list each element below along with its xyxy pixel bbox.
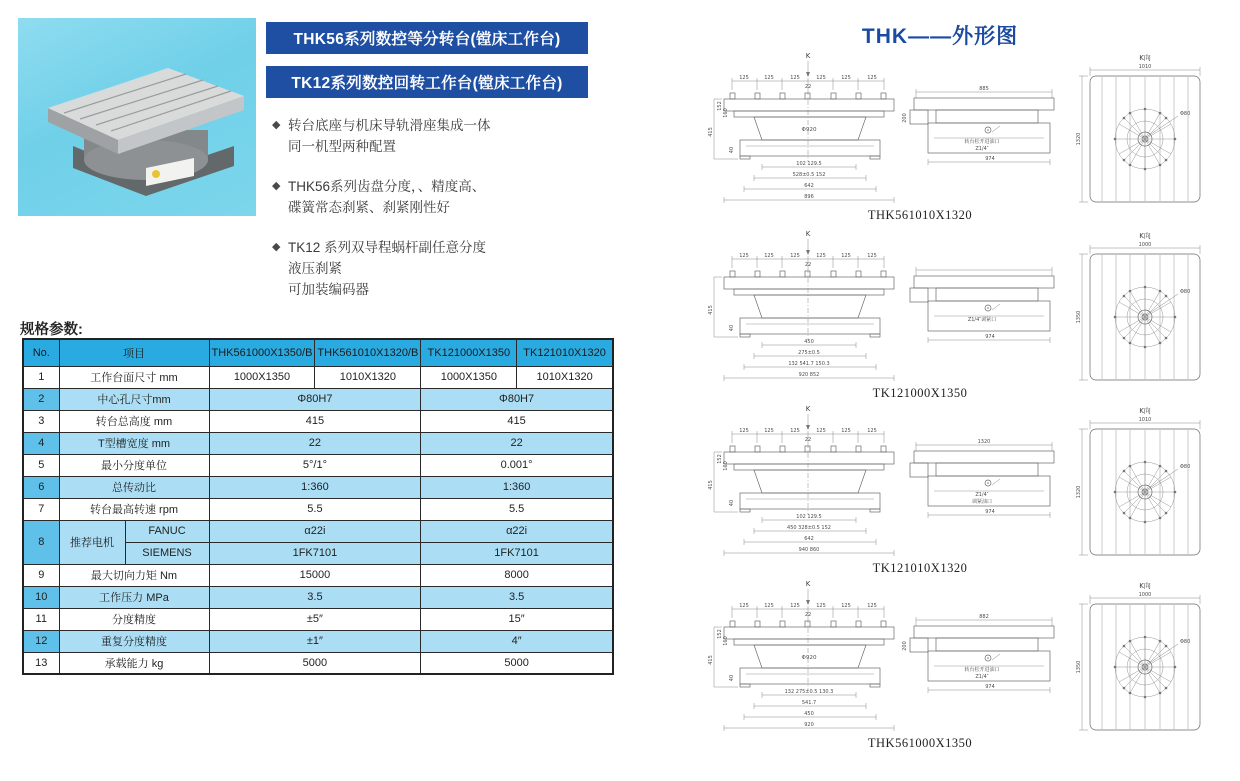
oil-port-label-1: Z1/4″ [975, 492, 989, 498]
dim-height: 415 [708, 127, 714, 137]
sub-plate [734, 464, 884, 470]
table-row [23, 586, 613, 608]
cell-value: 5.5 [209, 498, 421, 520]
cell-value: Φ80H7 [209, 388, 421, 410]
row-no: 10 [23, 586, 59, 608]
bolt-circle [1114, 108, 1177, 171]
cell-value: 1000X1350 [421, 366, 517, 388]
dim-bottom-4: 920 [804, 722, 814, 728]
dim-pitch: 125 [816, 75, 826, 81]
dim-slot-width: 22 [804, 262, 812, 268]
table-row [23, 388, 613, 410]
row-no: 8 [23, 520, 59, 564]
cell-value: 1010X1320 [315, 366, 421, 388]
side-table-plate [914, 451, 1054, 463]
dim-bottom-4: 940 860 [798, 547, 820, 553]
dim-center-hole: Φ80 [1180, 639, 1191, 645]
feature-line: 碟簧常态刹紧、刹紧刚性好 [288, 199, 450, 215]
dim-side-left: 200 [902, 641, 908, 651]
cell-value: 3.5 [421, 586, 613, 608]
drawing-group [670, 228, 1235, 403]
bolt-circle [1114, 286, 1177, 349]
drawing-model-label: TK121010X1320 [872, 561, 968, 575]
dim-center-hole: Φ80 [1180, 111, 1191, 117]
side-table-plate [914, 276, 1054, 288]
dim-bottom-3: 132 541.7 150.3 [788, 361, 830, 367]
specs-title: 规格参数: [20, 322, 83, 338]
row-no: 11 [23, 608, 59, 630]
dim-pitch: 125 [764, 75, 774, 81]
dim-top-width: 1000 [1138, 242, 1152, 248]
oil-port-label-1: 转台松开进油口 [964, 667, 1000, 673]
base [740, 140, 880, 156]
dim-pitch: 125 [867, 253, 877, 259]
cell-value: 15″ [421, 608, 613, 630]
row-item: 最小分度单位 [59, 454, 209, 476]
table-row [23, 608, 613, 630]
dim-top-height: 1320 [1076, 132, 1082, 146]
dim-bottom-4: 920 852 [798, 372, 820, 378]
row-no: 2 [23, 388, 59, 410]
k-view-label: K向 [1139, 582, 1151, 590]
dim-small: 160 [723, 461, 729, 471]
engineering-drawing [670, 228, 1225, 386]
row-no: 9 [23, 564, 59, 586]
sub-plate [734, 111, 884, 117]
cell-value: α22i [209, 520, 421, 542]
dim-top-height: 1320 [1076, 485, 1082, 499]
dim-pitch: 125 [841, 603, 851, 609]
col-model-1: THK561000X1350/B [209, 339, 315, 366]
dim-bottom-1: 102 129.5 [796, 514, 822, 520]
dim-pitch: 125 [790, 253, 800, 259]
dim-bottom-2: 450 328±0.5 152 [787, 525, 831, 531]
engineering-drawing [670, 578, 1225, 736]
dim-drum-diameter: Φ920 [801, 127, 817, 133]
dim-pitch: 125 [790, 75, 800, 81]
feature-list [272, 116, 602, 319]
side-motor-box [910, 463, 928, 477]
table-plate [724, 627, 894, 639]
cell-value: 5.5 [421, 498, 613, 520]
cell-value: 5°/1° [209, 454, 421, 476]
row-item: 承载能力 kg [59, 652, 209, 674]
row-item: 转台总高度 mm [59, 410, 209, 432]
dim-small: 160 [723, 108, 729, 118]
col-model-2: THK561010X1320/B [315, 339, 421, 366]
k-view-label: K向 [1139, 232, 1151, 240]
dim-pitch: 125 [790, 603, 800, 609]
row-no: 12 [23, 630, 59, 652]
cell-value: ±5″ [209, 608, 421, 630]
side-table-plate [914, 98, 1054, 110]
k-view-letter: K [805, 52, 811, 60]
dim-slot-width: 22 [804, 612, 812, 618]
feature-item [272, 116, 602, 158]
cell-value: 1010X1320 [517, 366, 613, 388]
dim-small: 40 [729, 499, 735, 507]
feature-line: 液压刹紧 [288, 260, 342, 276]
dim-bottom-3: 450 [804, 711, 814, 717]
dim-center-hole: Φ80 [1180, 289, 1191, 295]
dim-bottom-2: 275±0.5 [798, 350, 820, 356]
row-no: 6 [23, 476, 59, 498]
row-item: 中心孔尺寸mm [59, 388, 209, 410]
sub-plate [734, 289, 884, 295]
drum [754, 470, 866, 493]
cell-value: 1:360 [209, 476, 421, 498]
drawing-model-label: TK121000X1350 [872, 386, 968, 400]
row-item: 推荐电机 [59, 520, 125, 564]
dim-bottom-4: 896 [804, 194, 814, 200]
cell-value: 5000 [421, 652, 613, 674]
dim-side-bottom: 974 [985, 156, 995, 162]
table-row [23, 652, 613, 674]
row-no: 5 [23, 454, 59, 476]
dim-pitch: 125 [841, 428, 851, 434]
dim-pitch: 125 [764, 428, 774, 434]
k-view-letter: K [805, 230, 811, 238]
dim-small: 40 [729, 674, 735, 682]
series-banner-tk12: TK12系列数控回转工作台(镗床工作台) [266, 66, 588, 98]
cell-value: 5000 [209, 652, 421, 674]
dim-pitch: 125 [739, 75, 749, 81]
table-row [23, 476, 613, 498]
table-plate [724, 452, 894, 464]
base [740, 318, 880, 334]
drum [754, 295, 866, 318]
row-no: 3 [23, 410, 59, 432]
cell-value: 3.5 [209, 586, 421, 608]
engineering-drawing [670, 50, 1225, 208]
dim-top-width: 1010 [1138, 64, 1152, 70]
row-item: 工作台面尺寸 mm [59, 366, 209, 388]
dim-pitch: 125 [816, 428, 826, 434]
dim-small: 40 [729, 146, 735, 154]
feature-item [272, 177, 602, 219]
row-item: 转台最高转速 rpm [59, 498, 209, 520]
diamond-bullet-icon: ◆ [272, 119, 281, 131]
dim-side-top: 1320 [977, 439, 991, 445]
drawing-group [670, 50, 1235, 225]
cell-value: 0.001° [421, 454, 613, 476]
row-no: 1 [23, 366, 59, 388]
feature-line: 同一机型两种配置 [288, 138, 396, 154]
drawings-section [660, 0, 1240, 781]
dim-side-top: 882 [979, 614, 989, 620]
k-view-label: K向 [1139, 54, 1151, 62]
dim-pitch: 125 [790, 428, 800, 434]
cell-value: 8000 [421, 564, 613, 586]
dim-top-height: 1350 [1076, 310, 1082, 324]
cell-value: 22 [421, 432, 613, 454]
table-plate [724, 99, 894, 111]
feature-line: THK56系列齿盘分度，、精度高、 [288, 178, 486, 194]
cell-value: 4″ [421, 630, 613, 652]
specs-table [22, 338, 614, 675]
drawing-model-label: THK561010X1320 [867, 208, 973, 222]
dim-pitch: 125 [739, 603, 749, 609]
drawing-group [670, 578, 1235, 753]
dim-slot-width: 22 [804, 84, 812, 90]
oil-port-label-1: 转台松开进油口 [964, 139, 1000, 145]
side-drum [936, 638, 1038, 651]
side-drum [936, 463, 1038, 476]
table-row [23, 520, 613, 542]
row-item: 总传动比 [59, 476, 209, 498]
oil-port-label-2: 调紧油口 [971, 499, 993, 505]
feature-line: 可加装编码器 [288, 281, 369, 297]
table-row [23, 630, 613, 652]
table-row [23, 432, 613, 454]
dim-bottom-2: 541.7 [801, 700, 817, 706]
cell-value: 22 [209, 432, 421, 454]
motor-brand: FANUC [125, 520, 209, 542]
series-banner-thk56: THK56系列数控等分转台(镗床工作台) [266, 22, 588, 54]
diamond-bullet-icon: ◆ [272, 179, 281, 192]
row-item: 最大切向力矩 Nm [59, 564, 209, 586]
base [740, 668, 880, 684]
side-drum [936, 288, 1038, 301]
dim-small: 152 [717, 629, 723, 639]
row-no: 13 [23, 652, 59, 674]
table-row [23, 564, 613, 586]
cell-value: 415 [209, 410, 421, 432]
dim-small: 160 [723, 636, 729, 646]
bolt-circle [1114, 636, 1177, 699]
dim-height: 415 [708, 655, 714, 665]
table-row [23, 454, 613, 476]
oil-port-label-2: Z1/4″ [975, 674, 989, 680]
dim-bottom-1: 102 129.5 [796, 161, 822, 167]
dim-small: 152 [717, 101, 723, 111]
col-model-4: TK121010X1320 [517, 339, 613, 366]
bolt-circle [1114, 461, 1177, 524]
dim-pitch: 125 [867, 75, 877, 81]
feature-line: TK12 系列双导程蜗杆副任意分度 [288, 239, 487, 255]
side-table-plate [914, 626, 1054, 638]
cell-value: 15000 [209, 564, 421, 586]
k-view-letter: K [805, 405, 811, 413]
side-motor-box [910, 288, 928, 302]
cell-value: 1:360 [421, 476, 613, 498]
cell-value: Φ80H7 [421, 388, 613, 410]
dim-pitch: 125 [816, 603, 826, 609]
sub-plate [734, 639, 884, 645]
dim-top-height: 1350 [1076, 660, 1082, 674]
col-model-3: TK121000X1350 [421, 339, 517, 366]
dim-side-bottom: 974 [985, 509, 995, 515]
row-no: 4 [23, 432, 59, 454]
col-item: 项目 [59, 339, 209, 366]
feature-item [272, 238, 602, 301]
table-plate [724, 277, 894, 289]
dim-pitch: 125 [739, 253, 749, 259]
dim-side-left: 200 [902, 113, 908, 123]
diamond-bullet-icon: ◆ [272, 240, 281, 253]
row-no: 7 [23, 498, 59, 520]
row-item: T型槽宽度 mm [59, 432, 209, 454]
oil-port-label-2: Z1/4″ [975, 146, 989, 152]
dim-pitch: 125 [867, 603, 877, 609]
cell-value: α22i [421, 520, 613, 542]
dim-pitch: 125 [764, 253, 774, 259]
dim-height: 415 [708, 305, 714, 315]
dim-center-hole: Φ80 [1180, 464, 1191, 470]
table-row [23, 410, 613, 432]
dim-bottom-3: 642 [804, 536, 814, 542]
dim-height: 415 [708, 480, 714, 490]
cell-value: 1000X1350 [209, 366, 315, 388]
dim-small: 40 [729, 324, 735, 332]
dim-bottom-3: 642 [804, 183, 814, 189]
cell-value: 415 [421, 410, 613, 432]
side-motor-box [910, 638, 928, 652]
row-item: 重复分度精度 [59, 630, 209, 652]
col-no: No. [23, 339, 59, 366]
dim-side-top: 885 [979, 86, 989, 92]
dim-top-width: 1010 [1138, 417, 1152, 423]
drawing-model-label: THK561000X1350 [867, 736, 973, 750]
dim-side-bottom: 974 [985, 334, 995, 340]
base [740, 493, 880, 509]
cell-value: 1FK7101 [421, 542, 613, 564]
engineering-drawing [670, 403, 1225, 561]
row-item: 工作压力 MPa [59, 586, 209, 608]
dim-bottom-1: 132 275±0.5 130.3 [784, 689, 834, 695]
drawing-group [670, 403, 1235, 578]
dim-bottom-1: 450 [804, 339, 814, 345]
dim-pitch: 125 [867, 428, 877, 434]
drawings-title: THK——外形图 [861, 25, 1019, 48]
motor-brand: SIEMENS [125, 542, 209, 564]
side-motor-box [910, 110, 928, 124]
cell-value: 1FK7101 [209, 542, 421, 564]
dim-side-bottom: 974 [985, 684, 995, 690]
row-item: 分度精度 [59, 608, 209, 630]
product-photo [18, 18, 256, 216]
dim-pitch: 125 [739, 428, 749, 434]
feature-line: 转台底座与机床导轨滑座集成一体 [288, 118, 491, 133]
side-drum [936, 110, 1038, 123]
table-row [23, 366, 613, 388]
dim-slot-width: 22 [804, 437, 812, 443]
k-view-letter: K [805, 580, 811, 588]
table-row [23, 498, 613, 520]
dim-pitch: 125 [764, 603, 774, 609]
dim-drum-diameter: Φ920 [801, 655, 817, 661]
k-view-label: K向 [1139, 407, 1151, 415]
cell-value: ±1″ [209, 630, 421, 652]
dim-pitch: 125 [841, 75, 851, 81]
dim-pitch: 125 [841, 253, 851, 259]
dim-pitch: 125 [816, 253, 826, 259]
specs-header-row [23, 339, 613, 366]
rotary-table-photo-art [18, 18, 256, 216]
dim-small: 152 [717, 454, 723, 464]
oil-port-label-1: Z1/4″调紧口 [967, 317, 997, 323]
dim-bottom-2: 528±0.5 152 [792, 172, 826, 178]
dim-top-width: 1000 [1138, 592, 1152, 598]
